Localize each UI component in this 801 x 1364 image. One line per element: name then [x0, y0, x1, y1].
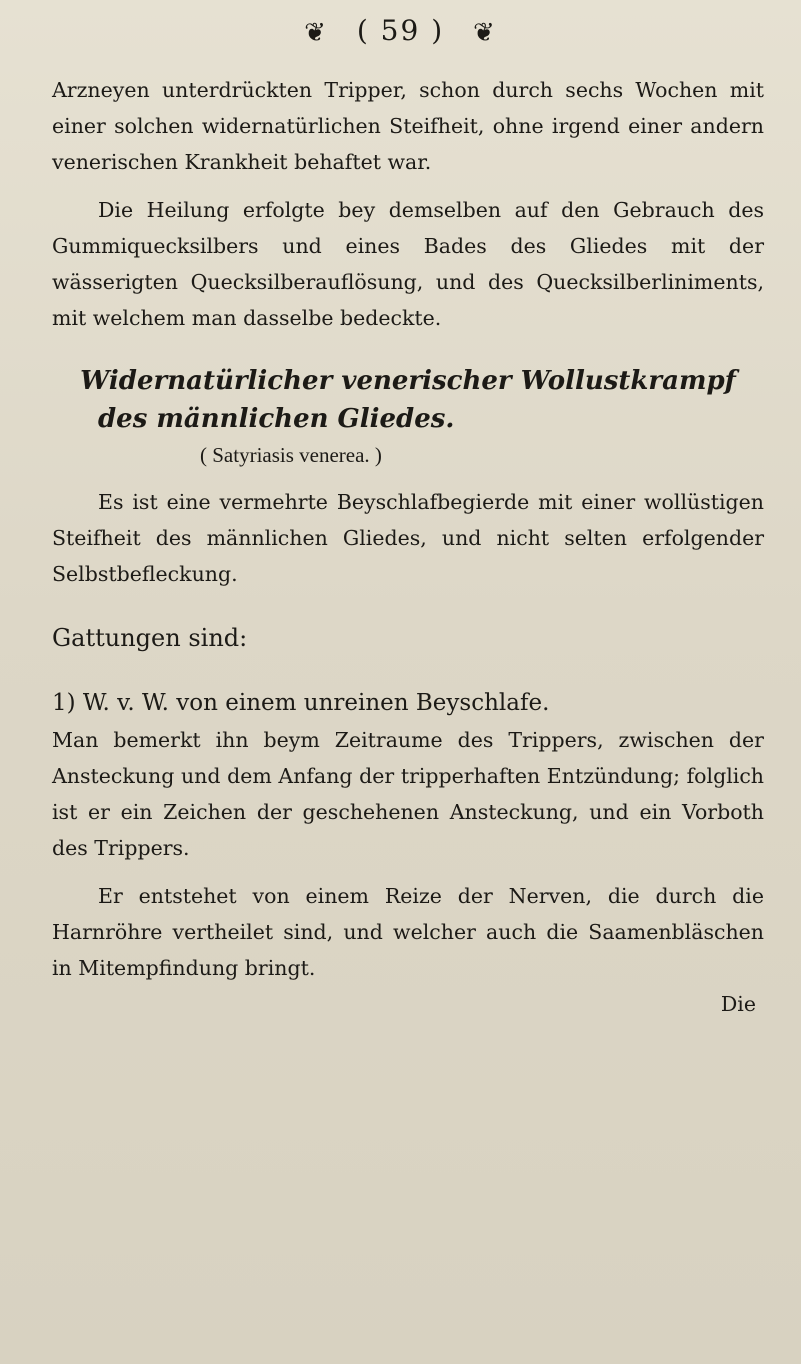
section-heading-line1: Widernatürlicher venerischer Wollustkrampf	[80, 366, 736, 396]
kinds-title: Gattungen sind:	[52, 624, 248, 652]
paragraph-healing: Die Heilung erfolgte bey demselben auf den Gebrauch des Gummiquecksilbers und eines Bades des Gliedes mit der wässerigten Quecksilberauflösung, und des Quecksilberliniments, mit welchem man dasselbe bedeckte.	[52, 198, 764, 330]
paragraph-definition: Es ist eine vermehrte Beyschlafbegierde mit einer wollüstigen Steifheit des männlichen Gliedes, und nicht selten erfolgender Selbstbefleckung.	[52, 490, 764, 586]
section-heading-line2: des männlichen Gliedes.	[98, 404, 455, 434]
paragraph-continuation: Arzneyen unterdrückten Tripper, schon durch sechs Wochen mit einer solchen widernatürlichen Steifheit, ohne irgend einer andern venerischen Krankheit behaftet war.	[52, 78, 764, 174]
paragraph-kind-1: Man bemerkt ihn beym Zeitraume des Trippers, zwischen der Ansteckung und dem Anfang der tripperhaften Entzündung; folglich ist er ein Zeichen der geschehenen Ansteckung, und ein Vorboth des Trippers.	[52, 728, 764, 860]
fleuron-left-icon: ❦	[304, 17, 328, 48]
page-body	[52, 72, 764, 1022]
kind-1-title: 1) W. v. W. von einem unreinen Beyschlafe.	[52, 690, 550, 716]
latin-term: ( Satyriasis venerea. )	[200, 443, 382, 467]
catchword: Die	[720, 992, 756, 1016]
page-number: ( 59 )	[356, 14, 445, 47]
fleuron-right-icon: ❦	[473, 17, 497, 48]
paragraph-cause: Er entstehet von einem Reize der Nerven, die durch die Harnröhre vertheilet sind, und welcher auch die Saamenbläschen in Mitempfindung bringt.	[52, 884, 764, 980]
page-header	[0, 14, 801, 48]
